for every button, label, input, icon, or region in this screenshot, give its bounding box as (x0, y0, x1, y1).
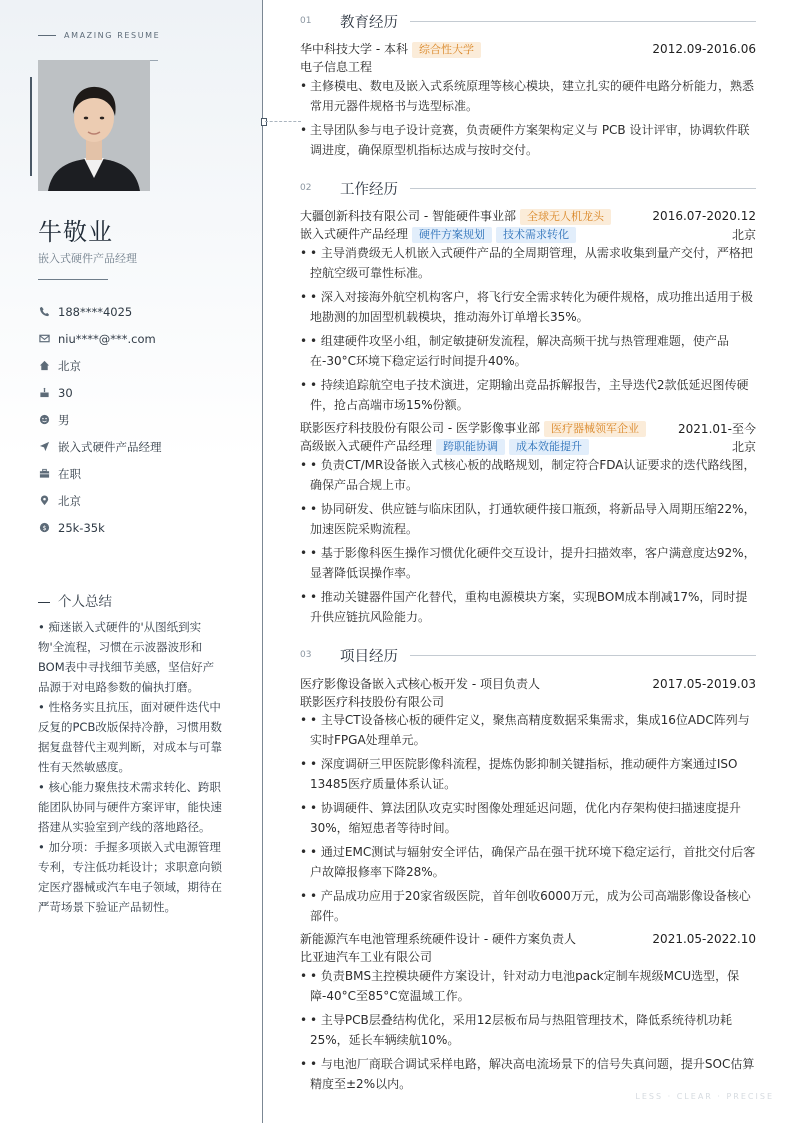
section-title: 工作经历 (340, 181, 398, 198)
project-bullets (300, 966, 756, 1098)
list-item: • • 基于影像科医生操作习惯优化硬件交互设计，提升扫描效率，客户满意度达92%，显著降低误操作率。 (300, 543, 756, 583)
timeline-marker (261, 118, 267, 126)
contact-value: 北京 (58, 493, 81, 508)
education-bullets (300, 76, 756, 164)
location-icon (38, 495, 50, 507)
list-item: • • 深入对接海外航空机构客户，将飞行安全需求转化为硬件规格，成功推出适用于极地勘测的加固型机载模块，推动海外订单增长35%。 (300, 287, 756, 327)
list-item: • • 主导PCB层叠结构优化，采用12层板布局与热阻管理技术，降低系统待机功耗25%，延长车辆续航10%。 (300, 1010, 756, 1050)
contact-email (38, 325, 248, 352)
school-tag: 综合性大学 (412, 42, 481, 58)
timeline-connector (265, 121, 301, 122)
education-major: 电子信息工程 (300, 60, 373, 74)
summary-item: • 加分项：手握多项嵌入式电源管理专利，专注低功耗设计；求职意向锁定医疗器械或汽车电子领域，期待在严苛场景下验证产品韧性。 (38, 840, 222, 914)
contact-value: 188****4025 (58, 304, 133, 319)
project-period: 2017.05-2019.03 (652, 676, 756, 691)
job-header (300, 207, 756, 225)
phone-icon (38, 306, 50, 318)
project-name: 新能源汽车电池管理系统硬件设计 - 硬件方案负责人 (300, 932, 576, 946)
section-rule (410, 655, 756, 656)
contact-intent (38, 433, 248, 460)
project-period: 2021.05-2022.10 (652, 931, 756, 946)
contact-location (38, 487, 248, 514)
project-header (300, 930, 756, 947)
list-item: • • 协调硬件、算法团队攻克实时图像处理延迟问题，优化内存架构使扫描速度提升30%，缩短患者等待时间。 (300, 798, 756, 838)
project-header (300, 675, 756, 692)
home-icon (38, 360, 50, 372)
profile-name: 牛敬业 (38, 218, 113, 246)
contact-salary (38, 514, 248, 541)
contact-phone (38, 298, 248, 325)
list-item: • • 负责BMS主控模块硬件方案设计，针对动力电池pack定制车规级MCU选型，保障-40°C至85°C宽温域工作。 (300, 966, 756, 1006)
summary-item: • 核心能力聚焦技术需求转化、跨职能团队协同与硬件方案评审，能快速搭建从实验室到产线的落地路径。 (38, 780, 222, 834)
skill-tag: 硬件方案规划 (412, 227, 492, 243)
summary-list (38, 617, 222, 917)
list-item: • • 产品成功应用于20家省级医院，首年创收6000万元，成为公司高端影像设备核心部件。 (300, 886, 756, 926)
section-header-education (300, 12, 756, 30)
project-company: 比亚迪汽车工业有限公司 (300, 950, 433, 964)
job-position: 嵌入式硬件产品经理 (300, 227, 409, 241)
company-tag: 医疗器械领军企业 (544, 421, 646, 437)
contact-list (38, 298, 248, 541)
briefcase-icon (38, 468, 50, 480)
job-position-row (300, 437, 756, 455)
job-period: 2016.07-2020.12 (652, 209, 756, 223)
project-company-row (300, 693, 756, 710)
contact-home (38, 352, 248, 379)
contact-value: 25k-35k (58, 520, 105, 535)
summary-item: • 性格务实且抗压，面对硬件迭代中反复的PCB改版保持冷静，习惯用数据复盘替代主观判断，对成本与可靠性有天然敏感度。 (38, 700, 222, 774)
section-header-projects (300, 646, 756, 664)
photo-frame-accent (30, 77, 32, 176)
project-company-row (300, 948, 756, 965)
project-company: 联影医疗科技股份有限公司 (300, 695, 445, 709)
section-number: 02 (300, 183, 312, 193)
company-name: 联影医疗科技股份有限公司 - 医学影像事业部 (300, 421, 540, 435)
skill-tag: 跨职能协调 (436, 439, 505, 455)
portrait-photo (38, 60, 150, 191)
project-bullets (300, 710, 756, 930)
contact-value: niu****@***.com (58, 331, 156, 346)
list-item: • • 组建硬件攻坚小组，制定敏捷研发流程，解决高频干扰与热管理难题，使产品在-30°C环境下稳定运行时间提升40%。 (300, 331, 756, 371)
section-number: 03 (300, 650, 312, 660)
list-item: • • 主导消费级无人机嵌入式硬件产品的全周期管理，从需求收集到量产交付，严格把控航空级可靠性标准。 (300, 243, 756, 283)
section-header-work (300, 179, 756, 197)
job-position-row (300, 225, 756, 243)
brand-label: AMAZING RESUME (38, 31, 160, 40)
skill-tag: 技术需求转化 (496, 227, 576, 243)
svg-text:$: $ (41, 523, 47, 532)
list-item: • 主修模电、数电及嵌入式系统原理等核心模块，建立扎实的硬件电路分析能力，熟悉常用元器件规格书与选型标准。 (300, 76, 756, 116)
cake-icon (38, 387, 50, 399)
section-rule (410, 21, 756, 22)
project-name: 医疗影像设备嵌入式核心板开发 - 项目负责人 (300, 677, 540, 691)
contact-value: 在职 (58, 466, 81, 481)
send-icon (38, 441, 50, 453)
footer-watermark: LESS · CLEAR · PRECISE (635, 1092, 774, 1101)
contact-gender (38, 406, 248, 433)
summary-title: 个人总结 (38, 590, 112, 610)
job-bullets (300, 455, 756, 631)
contact-value: 北京 (58, 358, 81, 373)
profile-role: 嵌入式硬件产品经理 (38, 252, 137, 265)
contact-age (38, 379, 248, 406)
list-item: • 主导团队参与电子设计竞赛，负责硬件方案架构定义与 PCB 设计评审，协调软件联调进度，确保原型机指标达成与按时交付。 (300, 120, 756, 160)
section-title: 项目经历 (340, 648, 398, 665)
section-number: 01 (300, 16, 312, 26)
mail-icon (38, 333, 50, 345)
education-period: 2012.09-2016.06 (652, 42, 756, 56)
contact-status (38, 460, 248, 487)
contact-value: 30 (58, 385, 73, 400)
company-name: 大疆创新科技有限公司 - 智能硬件事业部 (300, 209, 516, 223)
list-item: • • 深度调研三甲医院影像科流程，提炼伪影抑制关键指标，推动硬件方案通过ISO 13485医疗质量体系认证。 (300, 754, 756, 794)
list-item: • • 持续追踪航空电子技术演进，定期输出竞品拆解报告，主导迭代2款低延迟图传硬件，抢占高端市场15%份额。 (300, 375, 756, 415)
divider (38, 279, 108, 280)
summary-item: • 痴迷嵌入式硬件的'从图纸到实物'全流程，习惯在示波器波形和BOM表中寻找细节美感，坚信好产品源于对电路参数的偏执打磨。 (38, 620, 215, 694)
job-city: 北京 (731, 227, 756, 242)
list-item: • • 通过EMC测试与辐射安全评估，确保产品在强干扰环境下稳定运行，首批交付后客户故障报修率下降28%。 (300, 842, 756, 882)
section-title: 教育经历 (340, 14, 398, 31)
job-city: 北京 (731, 439, 756, 454)
job-position: 高级嵌入式硬件产品经理 (300, 439, 433, 453)
list-item: • • 负责CT/MR设备嵌入式核心板的战略规划，制定符合FDA认证要求的迭代路线图，确保产品合规上市。 (300, 455, 756, 495)
contact-value: 男 (58, 412, 70, 427)
job-bullets (300, 243, 756, 419)
contact-value: 嵌入式硬件产品经理 (58, 439, 162, 454)
company-tag: 全球无人机龙头 (520, 209, 611, 225)
job-period: 2021.01-至今 (678, 421, 756, 436)
skill-tag: 成本效能提升 (509, 439, 589, 455)
job-header (300, 419, 756, 437)
section-rule (410, 188, 756, 189)
list-item: • • 与电池厂商联合调试采样电路，解决高电流场景下的信号失真问题，提升SOC估算精度至±2%以内。 (300, 1054, 756, 1094)
gender-icon (38, 414, 50, 426)
list-item: • • 主导CT设备核心板的硬件定义，聚焦高精度数据采集需求，集成16位ADC阵列与实时FPGA处理单元。 (300, 710, 756, 750)
salary-icon (38, 522, 50, 534)
list-item: • • 协同研发、供应链与临床团队，打通软硬件接口瓶颈，将新品导入周期压缩22%，加速医院采购流程。 (300, 499, 756, 539)
school-name: 华中科技大学 - 本科 (300, 42, 408, 56)
avatar (38, 60, 150, 191)
education-major-row (300, 58, 756, 75)
list-item: • • 推动关键器件国产化替代，重构电源模块方案，实现BOM成本削减17%，同时提升供应链抗风险能力。 (300, 587, 756, 627)
education-header (300, 40, 756, 58)
